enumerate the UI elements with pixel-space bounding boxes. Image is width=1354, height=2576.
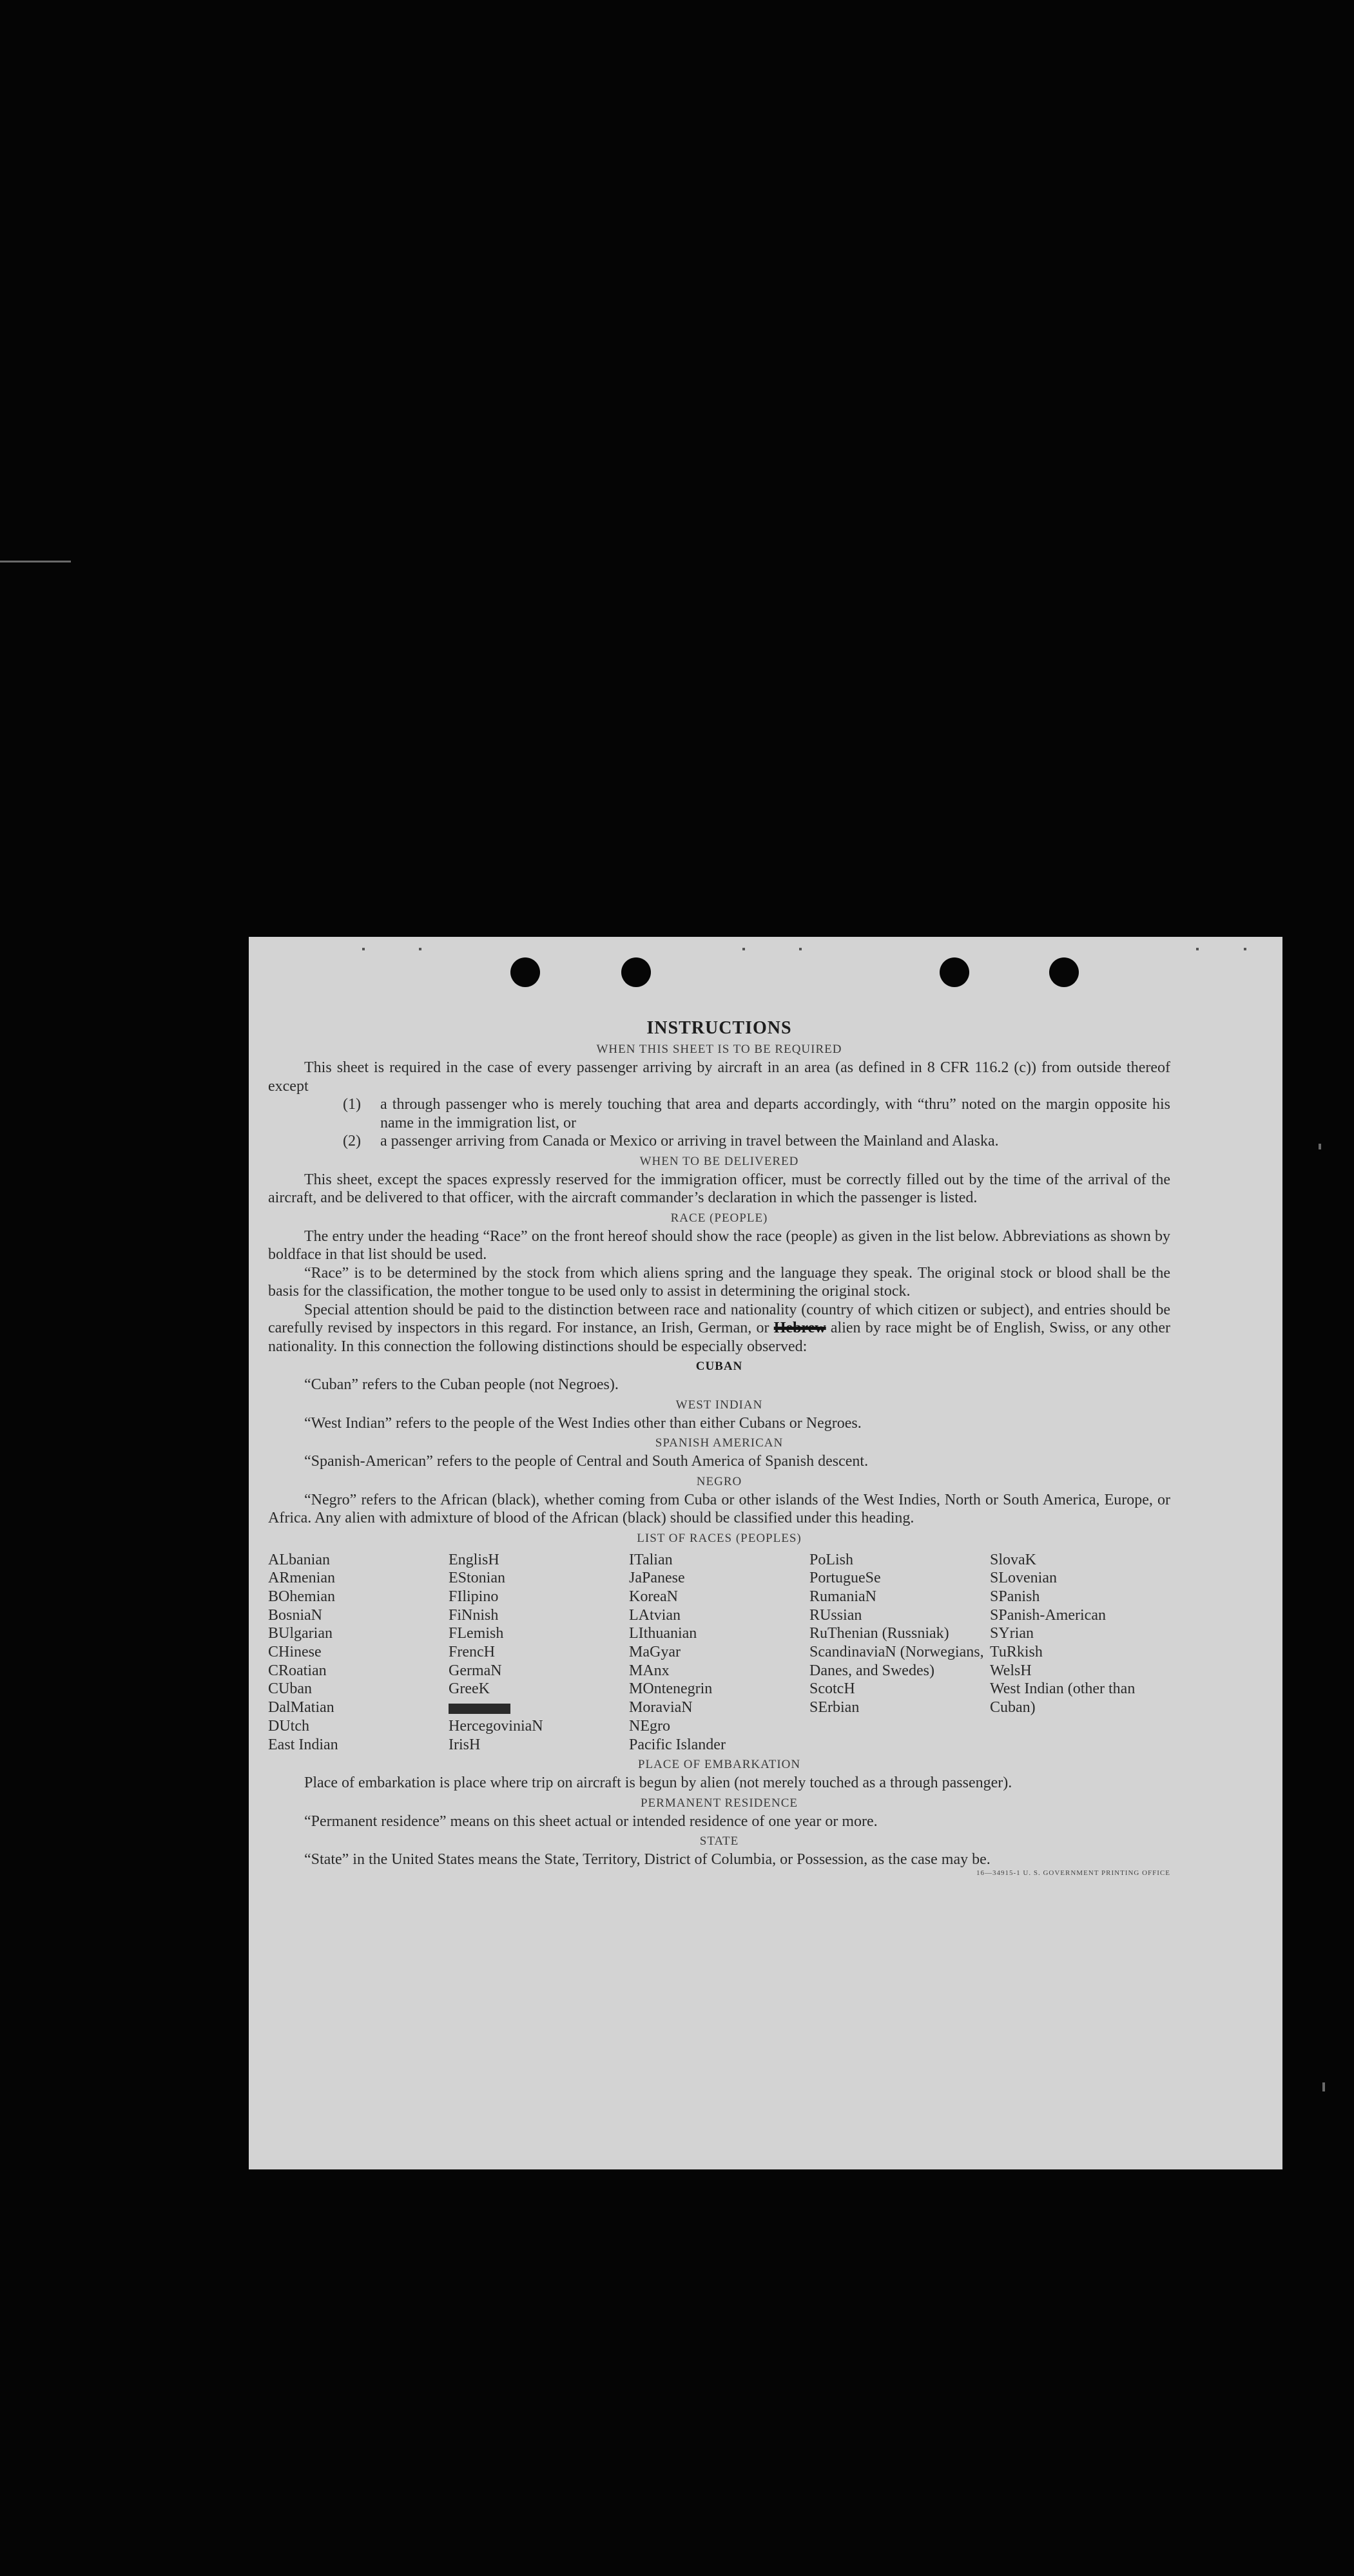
race-entry: ScotcH xyxy=(809,1680,855,1698)
exception-item xyxy=(343,1132,1170,1151)
item-number: (1) xyxy=(343,1096,361,1113)
race-entry: RumaniaN xyxy=(809,1588,876,1605)
race-entry: CUban xyxy=(268,1680,312,1698)
scan-speck xyxy=(742,948,745,950)
races-column xyxy=(449,1551,629,1754)
paragraph-race-2: “Race” is to be determined by the stock from which aliens spring and the language they speak. The original stock or blood shall be the basis for the classification, the mother tongue to be used only to assist in determining the original stock. xyxy=(268,1264,1170,1300)
race-text-before: Special attention should be paid to the distinction between race and nationality (country of which citizen or subject), and entries should be carefully revised by inspectors in this regard. For instance, an Irish, German, or xyxy=(268,1301,1170,1336)
race-entry: MaGyar xyxy=(629,1644,681,1661)
scan-edge-mark xyxy=(0,561,71,562)
race-entry: MAnx xyxy=(629,1662,670,1679)
race-text-after: alien by race might be of English, Swiss, or any other nationality. In this connection the following distinctions should be especially observed: xyxy=(268,1320,1171,1355)
page-title: INSTRUCTIONS xyxy=(646,1018,792,1038)
race-entry: LIthuanian xyxy=(629,1625,697,1642)
footer xyxy=(268,1869,1170,1877)
race-entry: NEgro xyxy=(629,1717,670,1735)
races-list xyxy=(268,1551,1170,1754)
punch-hole xyxy=(940,957,969,987)
item-text: a passenger arriving from Canada or Mexico or arriving in travel between the Mainland and Alaska. xyxy=(380,1133,999,1149)
race-entry: FrencH xyxy=(449,1644,495,1661)
race-entry: SlovaK xyxy=(990,1551,1036,1568)
race-entry: SPanish-American xyxy=(990,1606,1106,1624)
section-heading-spanish-american: SPANISH AMERICAN xyxy=(655,1436,784,1450)
scan-speck xyxy=(1244,948,1246,950)
section-heading-place-of-embarkation: PLACE OF EMBARKATION xyxy=(637,1758,801,1772)
exception-item xyxy=(343,1095,1170,1132)
race-entry: Pacific Islander xyxy=(629,1736,726,1753)
paragraph-permanent-residence: “Permanent residence” means on this sheet actual or intended residence of one year or more. xyxy=(304,1812,878,1830)
race-entry: FLemish xyxy=(449,1625,504,1642)
struck-word: Hebrew xyxy=(773,1320,826,1336)
race-entry: MoraviaN xyxy=(629,1699,693,1716)
races-column xyxy=(990,1551,1170,1754)
race-entry: ALbanian xyxy=(268,1551,330,1568)
scan-edge-mark xyxy=(1319,1144,1321,1149)
paragraph-race-1: The entry under the heading “Race” on the front hereof should show the race (people) as given in the list below. Abbreviations as shown by boldface in that list should be used. xyxy=(268,1227,1170,1263)
item-text: a through passenger who is merely touching that area and departs accordingly, with “thru” noted on the margin opposite his name in the immigration list, or xyxy=(380,1096,1170,1131)
race-entry: FIlipino xyxy=(449,1588,499,1605)
scan-edge-mark xyxy=(1322,2082,1325,2091)
punch-hole xyxy=(510,957,540,987)
race-entry: ScandinaviaN (Norwegians, Danes, and Swedes) xyxy=(809,1644,984,1679)
race-entry: KoreaN xyxy=(629,1588,678,1605)
race-entry: BOhemian xyxy=(268,1588,335,1605)
race-entry: ARmenian xyxy=(268,1570,335,1587)
punch-hole xyxy=(621,957,651,987)
section-heading-permanent-residence: PERMANENT RESIDENCE xyxy=(640,1796,798,1810)
section-heading-when-delivered: WHEN TO BE DELIVERED xyxy=(639,1154,799,1168)
race-entry: PoLish xyxy=(809,1551,854,1568)
section-heading-state: STATE xyxy=(699,1834,739,1849)
race-entry: JaPanese xyxy=(629,1570,685,1587)
race-entry: RUssian xyxy=(809,1606,862,1624)
section-heading-cuban: CUBAN xyxy=(695,1360,743,1373)
document-page xyxy=(249,937,1282,2169)
paragraph-cuban: “Cuban” refers to the Cuban people (not Negroes). xyxy=(304,1376,619,1393)
race-entry: DalMatian xyxy=(268,1699,334,1716)
race-entry: BUlgarian xyxy=(268,1625,333,1642)
race-entry: BosniaN xyxy=(268,1606,322,1624)
races-column xyxy=(629,1551,809,1754)
race-entry: FiNnish xyxy=(449,1606,499,1624)
race-entry: West Indian (other than Cuban) xyxy=(990,1680,1136,1716)
paragraph-when-required: This sheet is required in the case of every passenger arriving by aircraft in an area (as defined in 8 CFR 116.2 (c)) from outside thereof except xyxy=(268,1059,1170,1095)
race-entry: East Indian xyxy=(268,1736,338,1753)
race-entry: ITalian xyxy=(629,1551,673,1568)
race-entry: SErbian xyxy=(809,1699,860,1716)
race-entry: PortugueSe xyxy=(809,1570,881,1587)
race-entry: TuRkish xyxy=(990,1644,1043,1661)
race-entry: SLovenian xyxy=(990,1570,1057,1587)
race-entry: DUtch xyxy=(268,1717,309,1735)
paragraph-place-of-embarkation: Place of embarkation is place where trip on aircraft is begun by alien (not merely touched as a through passenger). xyxy=(304,1774,1012,1792)
section-heading-when-required: WHEN THIS SHEET IS TO BE REQUIRED xyxy=(596,1043,842,1056)
race-entry: MOntenegrin xyxy=(629,1680,713,1698)
race-entry: GermaN xyxy=(449,1662,502,1679)
race-entry: SPanish xyxy=(990,1588,1040,1605)
race-entry: RuThenian (Russniak) xyxy=(809,1625,949,1642)
paragraph-west-indian: “West Indian” refers to the people of the West Indies other than either Cubans or Negroes. xyxy=(304,1414,862,1432)
race-entry: CHinese xyxy=(268,1644,322,1661)
races-column xyxy=(809,1551,990,1754)
race-entry: LAtvian xyxy=(629,1606,681,1624)
race-entry: EStonian xyxy=(449,1570,505,1587)
scan-speck xyxy=(799,948,802,950)
paragraph-when-delivered: This sheet, except the spaces expressly reserved for the immigration officer, must be correctly filled out by the time of the arrival of the aircraft, and be delivered to that officer, with the aircraft commander’s declaration in which the passenger is listed. xyxy=(268,1171,1170,1206)
section-heading-west-indian: WEST INDIAN xyxy=(675,1398,763,1412)
section-heading-negro: NEGRO xyxy=(696,1474,742,1488)
redacted-entry xyxy=(449,1698,629,1717)
race-entry: EnglisH xyxy=(449,1551,499,1568)
race-entry: HercegoviniaN xyxy=(449,1717,543,1735)
paragraph-state: “State” in the United States means the State, Territory, District of Columbia, or Possession, as the case may be. xyxy=(304,1851,991,1869)
race-entry: SYrian xyxy=(990,1625,1034,1642)
punch-hole xyxy=(1049,957,1079,987)
section-heading-race: RACE (PEOPLE) xyxy=(670,1211,768,1225)
paragraph-spanish-american: “Spanish-American” refers to the people of Central and South America of Spanish descent. xyxy=(304,1453,869,1470)
redaction-bar xyxy=(449,1704,510,1714)
scan-speck xyxy=(1196,948,1199,950)
races-column xyxy=(268,1551,449,1754)
section-heading-list-of-races: LIST OF RACES (PEOPLES) xyxy=(637,1531,802,1545)
paragraph-race-3 xyxy=(268,1301,1170,1356)
race-entry: IrisH xyxy=(449,1736,481,1753)
scan-speck xyxy=(362,948,365,950)
race-entry: CRoatian xyxy=(268,1662,327,1679)
printer-imprint: 16—34915-1 U. S. GOVERNMENT PRINTING OFFICE xyxy=(976,1869,1170,1877)
item-number: (2) xyxy=(343,1133,361,1149)
race-entry: WelsH xyxy=(990,1662,1032,1679)
paragraph-negro: “Negro” refers to the African (black), whether coming from Cuba or other islands of the West Indies, North or South America, Europe, or Africa. Any alien with admixture of blood of the African (black) should be classified under this heading. xyxy=(268,1491,1170,1526)
scan-speck xyxy=(419,948,421,950)
race-entry: GreeK xyxy=(449,1680,490,1698)
